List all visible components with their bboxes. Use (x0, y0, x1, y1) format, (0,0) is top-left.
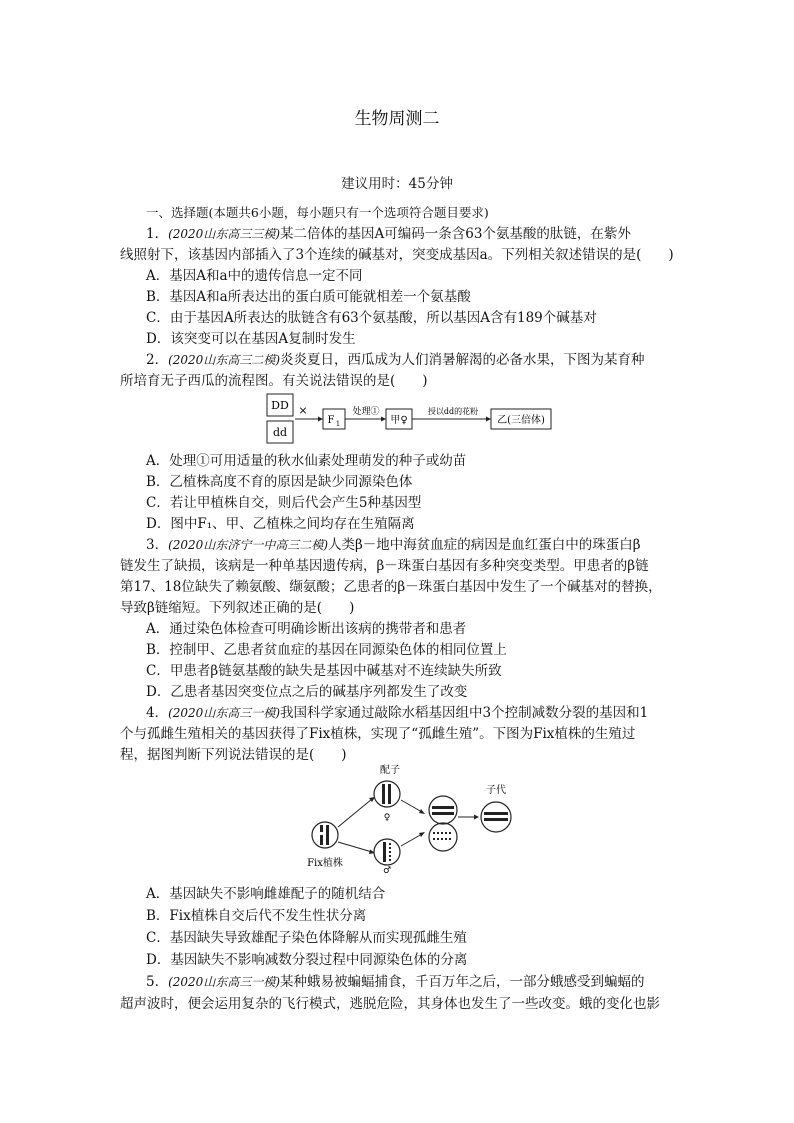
yi-label: 乙(三倍体) (497, 415, 545, 426)
question-3-line-2: 链发生了缺损，该病是一种单基因遗传病，β－珠蛋白基因有多种突变类型。甲患者的β链 (120, 558, 649, 574)
question-source: (2020山东高三二模) (168, 353, 280, 367)
question-3-line-4: 导致β链缩短。下列叙述正确的是( ) (120, 600, 355, 616)
breeding-flowchart (265, 392, 565, 450)
question-1-line-2: 线照射下，该基因内部插入了3个连续的碱基对，突变成基因a。下列相关叙述错误的是( ) (120, 247, 674, 263)
f1-subscript: 1 (335, 420, 341, 428)
arrow-icon (318, 417, 323, 422)
q4-option-b: B．Fix植株自交后代不发生性状分离 (146, 908, 367, 924)
q2-option-b: B．乙植株高度不育的原因是缺少同源染色体 (146, 474, 413, 490)
question-5-line-1: 5．(2020山东高三一模)某种蛾易被蝙蝠捕食，千百万年之后，一部分蛾感受到蝙蝠的 (146, 974, 645, 990)
question-4-line-1: 4．(2020山东高三一模)我国科学家通过敲除水稻基因组中3个控制减数分裂的基因和1 (146, 705, 649, 721)
fix-plant-label: Fix植株 (307, 858, 343, 869)
question-source: (2020山东济宁一中高三二模) (168, 538, 328, 552)
arrow-icon (474, 815, 479, 820)
q1-option-d: D．该突变可以在基因A复制时发生 (146, 331, 356, 347)
gamete-label: 配子 (380, 765, 400, 776)
question-source: (2020山东高三三模) (168, 227, 280, 241)
q2-option-c: C．若让甲植株自交，则后代会产生5种基因型 (146, 495, 422, 511)
q4-option-a: A．基因缺失不影响雌雄配子的随机结合 (146, 886, 386, 902)
suggested-time: 建议用时：45分钟 (341, 176, 453, 192)
offspring-cell (481, 802, 511, 832)
question-5-line-2: 超声波时，便会运用复杂的飞行模式，逃脱危险，其身体也发生了一些改变。蛾的变化也影 (120, 996, 660, 1012)
zygote-cell (429, 796, 457, 851)
step-1-label: 处理① (352, 407, 380, 417)
arrow-icon (381, 417, 386, 422)
question-source: (2020山东高三一模) (168, 975, 280, 989)
offspring-label: 子代 (486, 785, 506, 796)
arrow-icon (419, 832, 425, 837)
question-source: (2020山东高三一模) (168, 706, 280, 720)
question-3-line-3: 第17、18位缺失了赖氨酸、缬氨酸；乙患者的β－珠蛋白基因中发生了一个碱基对的替换， (120, 579, 662, 595)
arrow-icon (419, 809, 425, 814)
q3-option-d: D．乙患者基因突变位点之后的碱基序列都发生了改变 (146, 684, 468, 700)
fix-plant-cell (312, 822, 338, 848)
section-heading: 一、选择题(本题共6小题，每小题只有一个选项符合题目要求) (146, 205, 489, 220)
q2-option-a: A．处理①可用适量的秋水仙素处理萌发的种子或幼苗 (146, 453, 467, 469)
page-title: 生物周测二 (354, 109, 440, 129)
q3-option-c: C．甲患者β链氨基酸的缺失是基因中碱基对不连续缺失所致 (146, 663, 502, 679)
question-2-line-1: 2．(2020山东高三二模)炎炎夏日，西瓜成为人们消暑解渴的必备水果，下图为某育种 (146, 352, 645, 368)
jia-label: 甲♀ (390, 415, 408, 426)
q3-option-b: B．控制甲、乙患者贫血症的基因在同源染色体的相同位置上 (146, 642, 507, 658)
dd-lower-label: dd (272, 426, 288, 439)
q4-option-d: D．基因缺失不影响减数分裂过程中同源染色体的分离 (146, 952, 468, 968)
question-3-line-1: 3．(2020山东济宁一中高三二模)人类β－地中海贫血症的病因是血红蛋白中的珠蛋白β (146, 537, 641, 553)
male-symbol: ♂ (382, 866, 392, 876)
q1-option-b: B．基因A和a所表达出的蛋白质可能就相差一个氨基酸 (146, 289, 471, 305)
female-gamete-cell (374, 781, 400, 807)
male-gamete-cell (374, 839, 400, 865)
pollen-label: 授以dd的花粉 (427, 407, 479, 416)
female-symbol: ♀ (383, 813, 391, 823)
q3-option-a: A．通过染色体检查可明确诊断出该病的携带者和患者 (146, 621, 467, 637)
question-4-line-2: 个与孤雌生殖相关的基因获得了Fix植株，实现了“孤雌生殖”。下图为Fix植株的生殖过 (120, 726, 636, 742)
question-2-line-2: 所培育无子西瓜的流程图。有关说法错误的是( ) (120, 373, 428, 389)
f1-label: F (327, 415, 335, 426)
q2-option-d: D．图中F₁、甲、乙植株之间均存在生殖隔离 (146, 516, 415, 532)
question-4-line-3: 程，据图判断下列说法错误的是( ) (120, 747, 347, 763)
cross-symbol: × (298, 404, 308, 417)
q4-option-c: C．基因缺失导致雄配子染色体降解从而实现孤雌生殖 (146, 930, 467, 946)
q1-option-c: C．由于基因A所表达的肽链含有63个氨基酸，所以基因A含有189个碱基对 (146, 310, 597, 326)
fix-plant-reproduction-diagram (300, 762, 530, 881)
dd-upper-label: DD (271, 399, 289, 412)
arrow-icon (486, 417, 491, 422)
question-1-line-1: 1．(2020山东高三三模)某二倍体的基因A可编码一条含63个氨基酸的肽链，在紫外 (146, 226, 631, 242)
q1-option-a: A．基因A和a中的遗传信息一定不同 (146, 268, 363, 284)
